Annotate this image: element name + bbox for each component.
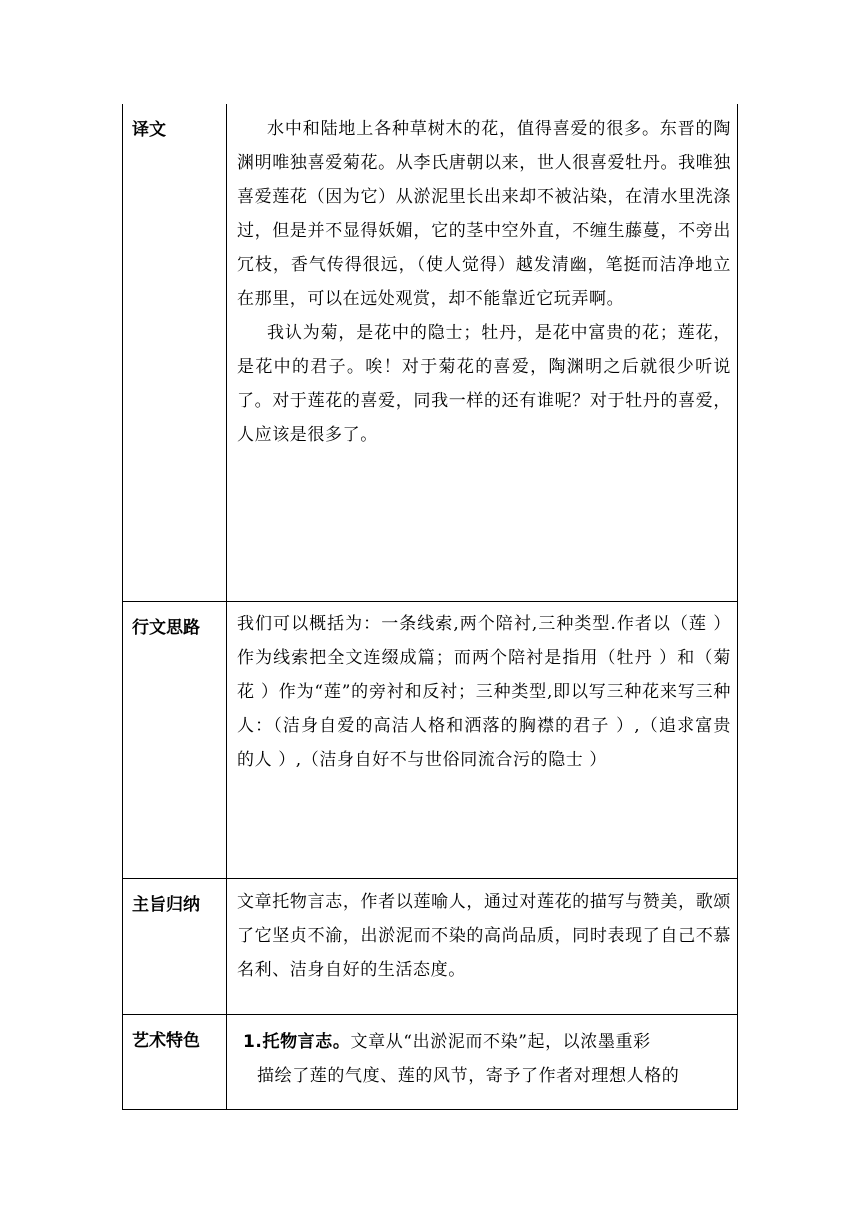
translation-paragraph-2: 我认为菊，是花中的隐士；牡丹，是花中富贵的花；莲花，是花中的君子。唉！对于菊花的喜爱，陶渊明之后就很少听说了。对于莲花的喜爱，同我一样的还有谁呢？对于牡丹的喜爱，人应该是很多了。 — [237, 323, 731, 445]
structure-paragraph: 我们可以概括为：一条线索,两个陪衬,三种类型.作者以（莲 ）作为线索把全文连缀成篇；而两个陪衬是指用（牡丹 ）和（菊花 ）作为“莲”的旁衬和反衬；三种类型,即以写三种花来写三种人：（洁身自爱的高洁人格和洒落的胸襟的君子 ）,（追求富贵的人 ）,（洁身自好不与世俗同流合污的隐士 ） — [237, 613, 731, 770]
table-row-theme — [123, 878, 738, 1014]
row-content-translation — [227, 104, 738, 601]
content-table — [122, 104, 738, 1110]
table-row-translation — [123, 104, 738, 601]
theme-paragraph: 文章托物言志，作者以莲喻人，通过对莲花的描写与赞美，歌颂了它坚贞不渝，出淤泥而不染的高尚品质，同时表现了自己不慕名利、洁身自好的生活态度。 — [237, 891, 731, 980]
row-label-translation: 译文 — [123, 104, 227, 601]
art-line-1-rest: 文章从“出淤泥而不染”起，以浓墨重彩 — [350, 1031, 651, 1052]
art-line-2: 描绘了莲的气度、莲的风节，寄予了作者对理想人格的 — [257, 1065, 680, 1086]
row-label-art: 艺术特色 — [123, 1014, 227, 1109]
row-content-theme — [227, 878, 738, 1014]
table-row-art — [123, 1014, 738, 1109]
translation-paragraph-1: 水中和陆地上各种草树木的花，值得喜爱的很多。东晋的陶渊明唯独喜爱菊花。从李氏唐朝以来，世人很喜爱牡丹。我唯独喜爱莲花（因为它）从淤泥里长出来却不被沾染，在清水里洗涤过，但是并不显得妖媚，它的茎中空外直，不缠生藤蔓，不旁出冗枝，香气传得很远，（使人觉得）越发清幽，笔挺而洁净地立在那里，可以在远处观赏，却不能靠近它玩弄啊。 — [237, 119, 731, 309]
art-line-1 — [243, 1025, 731, 1059]
row-content-art — [227, 1014, 738, 1109]
art-lead: 1.托物言志。 — [243, 1031, 351, 1052]
table-row-structure — [123, 601, 738, 878]
row-label-structure: 行文思路 — [123, 601, 227, 878]
row-content-structure — [227, 601, 738, 878]
row-label-theme: 主旨归纳 — [123, 878, 227, 1014]
